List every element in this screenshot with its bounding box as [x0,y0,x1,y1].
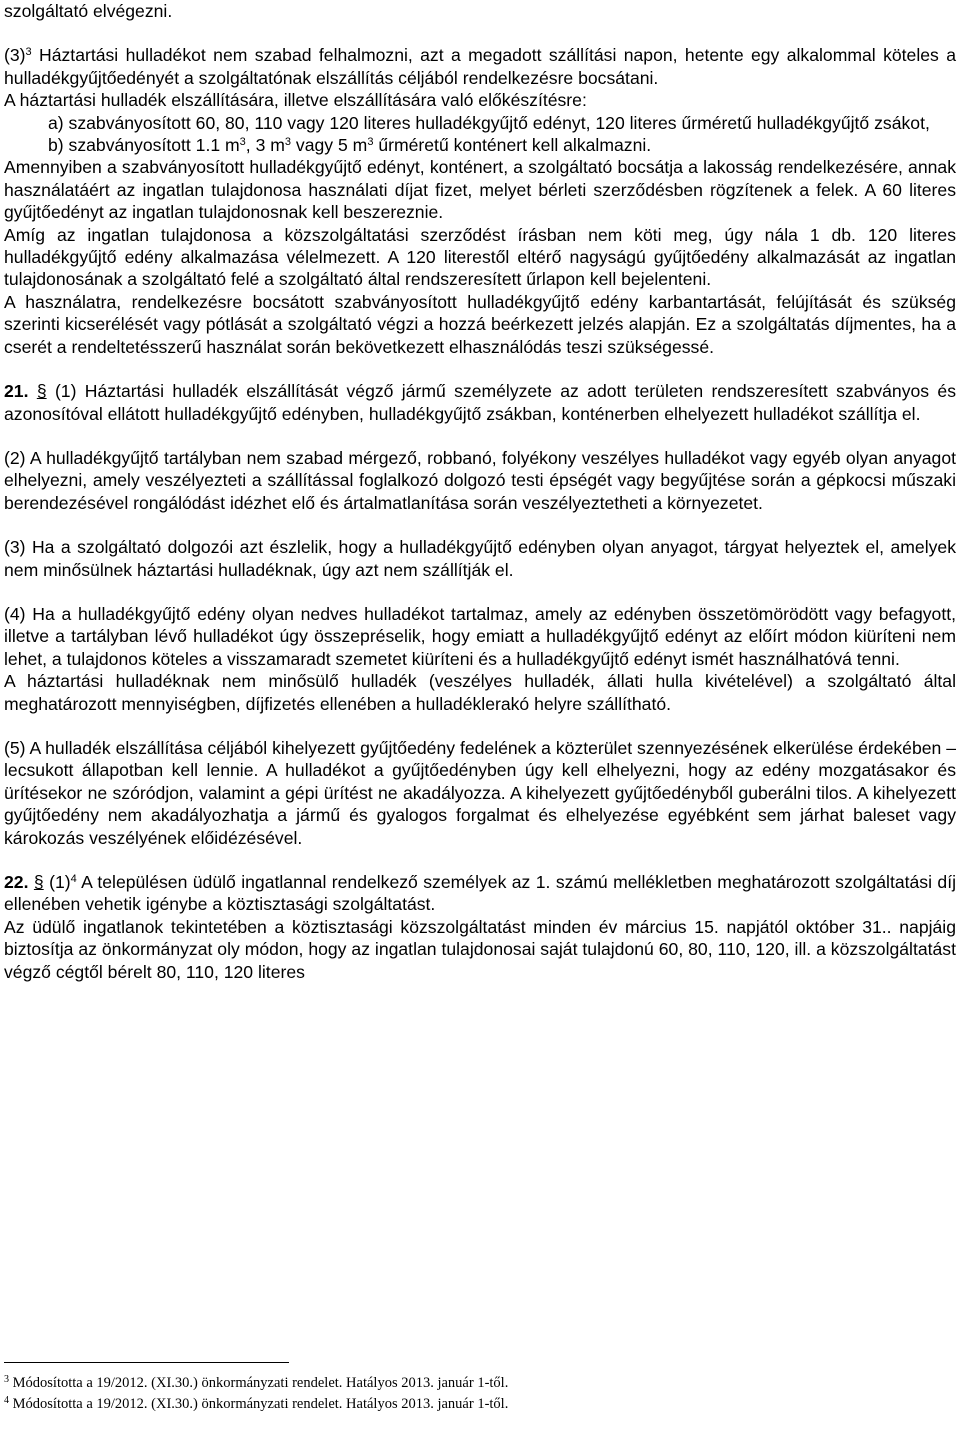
section-21-paragraph-4: (4) Ha a hulladékgyűjtő edény olyan nedves hulladékot tartalmaz, amely az edényben összetömörödött vagy befagyott, illetve a tartályban lévő hulladékot úgy összepréselik, hogy emiatt a hulladékgyűjtő edényt az előírt módon kiüríteni nem lehet, a tulajdonos köteles a visszamaradt szemetet kiüríteni és a hulladékgyűjtő edényt ismét használhatóvá tenni. [4,603,956,669]
section-21-paragraph-4b: A háztartási hulladéknak nem minősülő hulladék (veszélyes hulladék, állati hulla kivételével) a szolgáltató által meghatározott mennyiségben, díjfizetés ellenében a hulladéklerakó helyre szállítható. [4,671,956,714]
paragraph-text: Háztartási hulladékot nem szabad felhalmozni, azt a megadott szállítási napon, hetente egy alkalommal köteles a hulladékgyűjtőedényét a szolgáltatónak elszállítás céljából rendelkezésre bocsátani. [4,45,956,88]
list-item-text: űrméretű konténert kell alkalmazni. [373,135,652,156]
footnote-number: 3 [4,1374,9,1385]
paragraph-top: szolgáltató elvégezni. [4,1,173,21]
list-item-text: vagy 5 m [291,135,368,156]
superscript: 3 [239,136,246,149]
footnote-divider [4,1362,289,1363]
section-21-paragraph-3: (3) Ha a szolgáltató dolgozói azt észlelik, hogy a hulladékgyűjtő edényben olyan anyagot, tárgyat helyeztek el, amelyek nem minősülnek háztartási hulladéknak, úgy azt nem szállítják el. [4,537,956,580]
list-item-a: a) szabványosított 60, 80, 110 vagy 120 literes hulladékgyűjtő edényt, 120 literes űrméretű hulladékgyűjtő zsákot, [48,112,930,133]
paragraph-3b: A háztartási hulladék elszállítására, illetve elszállítására való előkészítésre: [4,90,587,111]
list-item-b [4,134,956,156]
footnotes [4,1362,956,1415]
paragraph-text: (1) Háztartási hulladék elszállítását végző jármű személyzete az adott területen rendszeresített szabványos és azonosítóval ellátott hulladékgyűjtő edényben, hulladékgyűjtő zsákban, konténerben elhelyezett hulladékot szállítja el. [4,381,956,424]
paragraph-hasznalatra: A használatra, rendelkezésre bocsátott szabványosított hulladékgyűjtő edény karbantartását, felújítását és szükség szerinti kicserélését vagy pótlását a szolgáltató végzi a hozzá beérkezett jelzés alapján. Ez a szolgáltatás díjmentes, ha a cserét a rendeltetésszerű használat során bekövetkezett elhasználódás teszi szükségessé. [4,291,956,357]
superscript: 3 [367,136,374,149]
section-21-paragraph-2: (2) A hulladékgyűjtő tartályban nem szabad mérgező, robbanó, folyékony veszélyes hulladékot vagy egyéb olyan anyagot elhelyezni, amely veszélyezteti a szállítással foglalkozó dolgozó testi épségét vagy begyűjtése során a gépkocsi műszaki berendezésével rongálódást idézhet elő és ártalmatlanítása során veszélyeztetheti a környezetet. [4,447,956,513]
list-item-text: b) szabványosított 1.1 m [48,135,240,156]
footnote-ref[interactable]: 4 [70,873,77,885]
footnote-text: Módosította a 19/2012. (XI.30.) önkormányzati rendelet. Hatályos 2013. január 1-től. [9,1396,509,1412]
section-number: 21. [4,381,29,402]
section-symbol: § [33,872,44,892]
footnote-4 [4,1394,956,1415]
list-item-text: , 3 m [245,135,285,156]
superscript: 3 [284,136,292,149]
paragraph-amig: Amíg az ingatlan tulajdonosa a közszolgáltatási szerződést írásban nem köti meg, úgy nála 1 db. 120 literes hulladékgyűjtő edény alkalmazása vélelmezett. A 120 literestől eltérő nagyságú gyűjtőedény alkalmazását az ingatlan tulajdonosának a szolgáltató felé a szolgáltató által rendszeresített űrlapon kell bejelenteni. [4,224,956,290]
section-22-paragraph-1c: Az üdülő ingatlanok tekintetében a köztisztasági közszolgáltatást minden év március 15. napjától október 31.. napjáig biztosítja az önkormányzat oly módon, hogy az ingatlan tulajdonosai saját tulajdonú 60, 80, 110, 120, ill. a közszolgáltatást végző cégtől bérelt 80, 110, 120 literes [4,916,956,982]
paragraph-text: A településen üdülő ingatlannal rendelkező személyek az 1. számú mellékletben meghatározott szolgáltatási díj ellenében vehetik igénybe a köztisztasági szolgáltatást. [4,872,956,915]
paragraph-text: (1) [43,872,71,892]
footnote-3 [4,1373,956,1394]
section-21-paragraph-1 [4,380,956,425]
paragraph-number: (3) [4,45,26,66]
section-21-paragraph-5: (5) A hulladék elszállítása céljából kihelyezett gyűjtőedény fedelének a közterület szennyezésének elkerülése érdekében – lecsukott állapotban kell lennie. A hulladékot a gyűjtőedényben úgy kell elhelyezni, hogy az edény mozgatásakor és ürítésekor ne szóródjon, valamint a gépi ürítést ne akadályozza. A kihelyezett gyűjtőedényből guberálni tilos. A kihelyezett gyűjtőedény nem akadályozhatja a jármű és gyalogos forgalmat és elhelyezése egyébként sem járhat baleset vagy károkozás veszélyének előidézésével. [4,737,956,848]
paragraph-3 [4,44,956,89]
footnote-ref[interactable]: 3 [25,46,32,59]
section-number: 22. [4,872,29,892]
paragraph-amennyiben: Amennyiben a szabványosított hulladékgyűjtő edényt, konténert, a szolgáltató bocsátja a lakosság rendelkezésére, annak használatáért az ingatlan tulajdonosa használati díjat fizet, melyet bérleti szerződésben rögzítenek a felek. A 60 literes gyűjtőedényt az ingatlan tulajdonosnak kell beszereznie. [4,157,956,223]
footnote-number: 4 [4,1395,9,1406]
section-symbol: § [36,381,47,402]
footnote-text: Módosította a 19/2012. (XI.30.) önkormányzati rendelet. Hatályos 2013. január 1-től. [9,1375,509,1391]
document-body [4,0,956,983]
section-22-paragraph-1 [4,871,956,916]
